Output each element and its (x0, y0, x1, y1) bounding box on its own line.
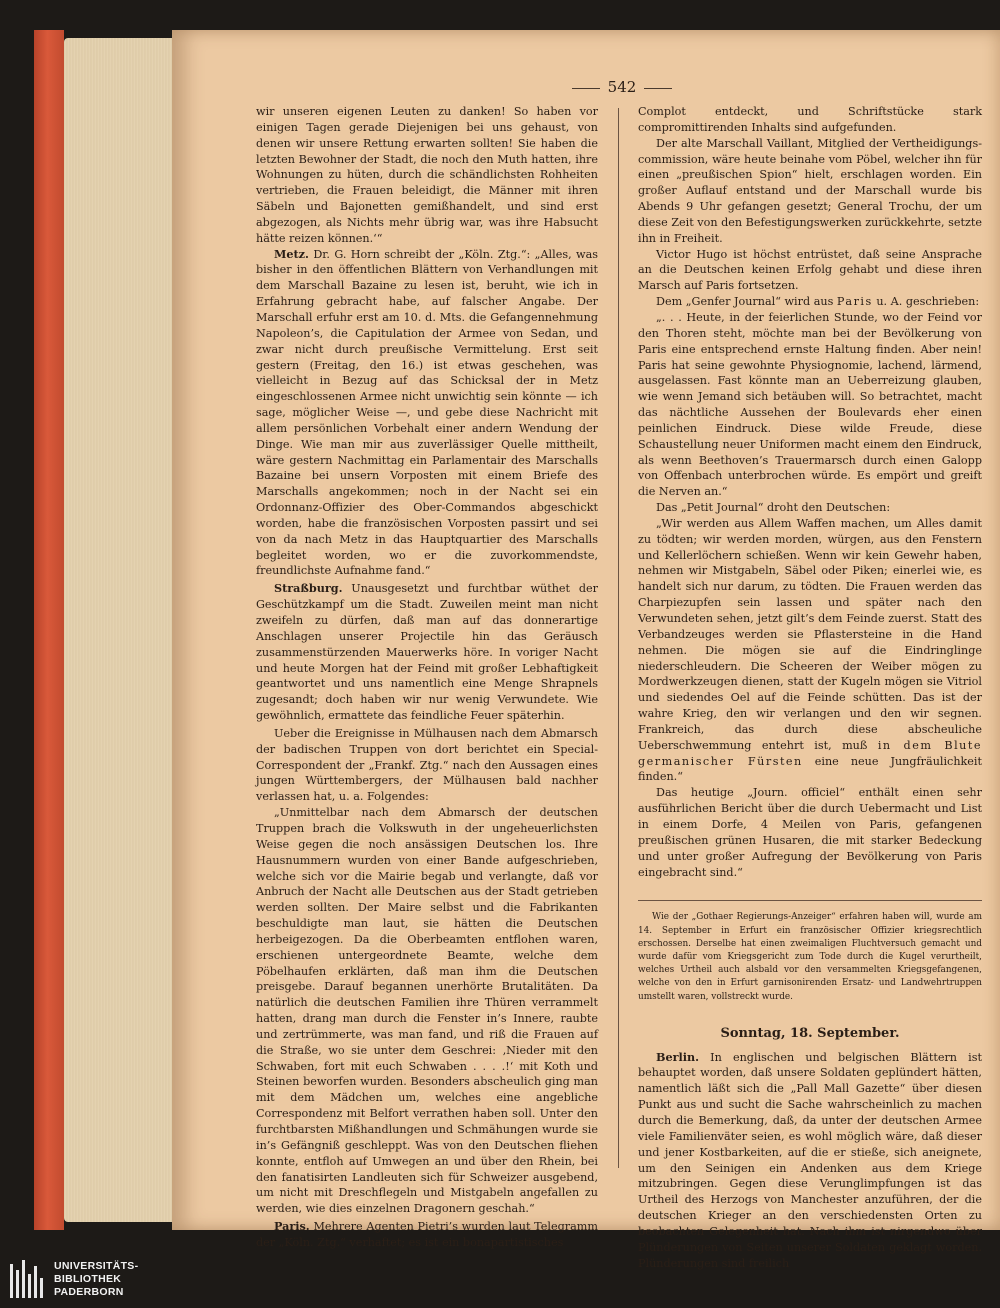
berlin-text: In englischen und belgischen Blättern ist behauptet worden, daß unsere Soldaten geplündert hätten, namentlich läßt sich die „Pall Mall Gazette“ über diesen Punkt aus und sucht die Sache wahrscheinlich zu machen durch die Bemerkung, daß, da unter der deutschen Armee viele Familienväter seien, es wohl möglich wäre, daß dieser und jener Kostbarkeiten, auf die er stieße, sich aneignete, um den Seinigen ein Andenken aus dem Kriege mitzubringen. Gegen diese Verunglimpfungen ist das Urtheil des Herzogs von Manchester anzuführen, der die deutschen Krieger an den verschiedensten Orten zu beobachten Gelegenheit hat. Nach ihm ist nirgendwo über Plünderungen von Seiten unserer Soldaten geklagt worden. Plünderungen sind freilich (638, 1050, 982, 1270)
petit-journal-intro: Das „Petit Journal“ droht den Deutschen: (656, 501, 891, 515)
genfer-post: u. A. geschrieben: (876, 295, 980, 309)
victor-hugo-paragraph: Victor Hugo ist höchst entrüstet, daß seine Ansprache an die Deutschen keinen Erfolg gehabt und diese ihren Marsch auf Paris fortsetzen. (638, 247, 982, 293)
library-logo (8, 1258, 158, 1302)
right-paragraph-1: Complot entdeckt, und Schriftstücke stark compromittirenden Inhalts sind aufgefunden. (638, 105, 982, 134)
date-heading: Sonntag, 18. September. (720, 1025, 900, 1041)
muelhausen-quote: „Unmittelbar nach dem Abmarsch der deutschen Truppen brach die Volkswuth in der ungeheuerlichsten Weise gegen die noch ansässigen Deutschen los. Ihre Hausnummern wurden von einer Bande aufgeschrieben, welche sich vor die Mairie begab und verlangte, daß vor Anbruch der Nacht alle Deutschen aus der Stadt getrieben werden sollten. Der Maire selbst und die Fabrikanten beschuldigte man laut, sie hätten die Deutschen herbeigezogen. Da die Oberbeamten entflohen waren, erschienen untergeordnete Beamte, welche dem Pöbelhaufen erklärten, daß man ihm die Deutschen preisgebe. Darauf begannen unerhörte Brutalitäten. Da natürlich die deutschen Familien ihre Thüren verrammelt hatten, drang man durch die Fenster in’s Innere, raubte und zertrümmerte, was man fand, und riß die Frauen auf die Straße, wo sie unter dem Geschrei: ‚Nieder mit den Schwaben, fort mit euch Schwaben . . . .!‘ mit Koth und Steinen beworfen wurden. Besonders abscheulich ging man mit dem Mädchen um, welches eine angebliche Correspondenz mit Belfort verrathen haben soll. Unter den furchtbarsten Mißhandlungen und Schmähungen wurde sie in’s Gefängniß geschleppt. Was von den Deutschen fliehen konnte, entfloh auf Umwegen an und über den Rhein, bei den fanatisirten Landleuten sich für Schweizer ausgebend, um nicht mit Dreschflegeln und Mistgabeln angefallen zu werden, wie dies einzelnen Dragonern geschah.“ (256, 806, 598, 1216)
muelhausen-intro: Ueber die Ereignisse in Mülhausen nach dem Abmarsch der badischen Truppen von dort berichtet ein Special-Correspondent der „Frankf. Ztg.“ nach den Aussagen eines jungen Württembergers, der Mülhausen bald nachher verlassen hat, u. a. Folgendes: (256, 726, 598, 804)
paris-report (256, 1219, 598, 1251)
berlin-report (638, 1050, 982, 1272)
column-divider (618, 108, 619, 1168)
left-paragraph-1: wir unseren eigenen Leuten zu danken! So haben vor einigen Tagen gerade Diejenigen bei uns gehaust, von denen wir unsere Rettung erwarten sollten! Sie haben die letzten Bewohner der Stadt, die noch den Muth hatten, ihre Wohnungen zu hüten, durch die schändlichsten Rohheiten vertrieben, die Frauen beleidigt, die Männer mit ihren Säbeln und Bajonetten gemißhandelt, und sind erst abgezogen, als Nichts mehr übrig war, was ihre Habsucht hätte reizen können.‘“ (256, 105, 598, 245)
place-strassburg: Straßburg. (274, 581, 343, 596)
page-542 (172, 30, 1000, 1270)
library-logo-icon (8, 1260, 50, 1300)
place-paris: Paris. (274, 1219, 310, 1234)
metz-text: Dr. G. Horn schreibt der „Köln. Ztg.“: „Alles, was bisher in den öffentlichen Blättern von Verhandlungen mit dem Marschall Bazaine zu lesen ist, beruht, wie ich in Erfahrung gebracht habe, auf falscher Angabe. Der Marschall erfuhr erst am 10. d. Mts. die Gefangennehmung Napoleon’s, die Capitulation der Armee von Sedan, und zwar nicht durch preußische Vermittelung. Erst seit gestern (Freitag, den 16.) ist etwas geschehen, was vielleicht in Bezug auf das Schicksal der in Metz eingeschlossenen Armee nicht unwichtig sein könnte — ich sage, möglicher Weise —, und gebe diese Nachricht mit allem persönlichen Vorbehalt einer andern Wendung der Dinge. Wie man mir aus zuverlässiger Quelle mittheilt, wäre gestern Nachmittag ein Parlamentair des Marschalls Bazaine bei unsern Vorposten mit einem Briefe des Marschalls angekommen; noch in der Nacht sei ein Ordonnanz-Offizier des Ober-Commandos abgeschickt worden, habe die französischen Vorposten passirt und sei von da nach Metz in das Hauptquartier des Marschalls begleitet worden, wo er die zuvorkommendste, freundlichste Aufnahme fand.“ (256, 247, 598, 578)
petit-journal-quote (638, 516, 982, 785)
place-metz: Metz. (274, 246, 309, 261)
genfer-journal-intro (638, 294, 982, 310)
footnote (638, 900, 982, 1003)
strassburg-report (256, 581, 598, 724)
paris-text: Mehrere Agenten Pietri’s wurden laut Telegramm der „Köln. Ztg.“ verhaftet; es ist ein bonapartistisches (256, 1220, 598, 1249)
petit-quote-spaced: in dem Blute germanischer Fürsten (638, 738, 982, 768)
left-column (256, 104, 598, 1251)
place-berlin: Berlin. (656, 1049, 699, 1064)
book-cover-edge (34, 30, 64, 1230)
logo-line-3: PADERBORN (54, 1286, 124, 1298)
vaillant-paragraph: Der alte Marschall Vaillant, Mitglied der Vertheidigungs-commission, wäre heute beinahe vom Pöbel, welcher ihn für einen „preußischen Spion“ hielt, erschlagen worden. Ein großer Auflauf entstand und der Marschall wurde bis Abends 9 Uhr gefangen gesetzt; General Trochu, der um diese Zeit von den Befestigungswerken zurückkehrte, setzte ihn in Freiheit. (638, 136, 983, 245)
library-logo-text (54, 1260, 138, 1299)
petit-quote-main: „Wir werden aus Allem Waffen machen, um Alles damit zu tödten; wir werden morden, würgen, aus den Fenstern und Kellerlöchern schießen. Wenn wir kein Gewehr haben, nehmen wir Mistgabeln, Säbel oder Piken; einerlei wie, es handelt sich nur darum, zu tödten. Die Frauen werden das Charpiezupfen sein lassen und später nach den Verwundeten sehen, jetzt gilt’s dem Feinde zuerst. Statt des Verbandzeuges werden sie Pflastersteine in die Hand nehmen. Die mögen sie auf die Eindringlinge niederschleudern. Die Scheeren der Weiber mögen zu Mordwerkzeugen dienen, statt der Kugeln mögen sie Vitriol und siedendes Oel auf die Feinde schütten. Das ist der wahre Krieg, den wir verlangen und den wir segnen. Frankreich, das durch diese abscheuliche Ueberschwemmung entehrt ist, muß (638, 516, 982, 752)
logo-line-2: BIBLIOTHEK (54, 1273, 122, 1285)
page-edges (64, 38, 174, 1222)
genfer-journal-quote: „. . . Heute, in der feierlichen Stunde, wo der Feind vor den Thoren steht, möchte man bei der Bevölkerung von Paris eine entsprechend ernste Haltung finden. Aber nein! Paris hat seine gewohnte Physiognomie, lachend, lärmend, ausgelassen. Fast könnte man an Ueberreizung glauben, wie wenn Jemand sich betäuben will. So betrachtet, macht das nächtliche Aussehen der Boulevards eher einen peinlichen Eindruck. Diese wilde Freude, diese Schaustellung neuer Uniformen macht einem den Eindruck, als wenn Beethoven’s Trauermarsch durch einen Galopp von Offenbach unterbrochen würde. Es empört und greift die Nerven an.“ (638, 310, 982, 499)
metz-report (256, 247, 598, 580)
genfer-place: Paris (836, 295, 873, 309)
page-number: 542 (552, 78, 692, 96)
genfer-pre: Dem „Genfer Journal“ wird aus (656, 295, 834, 309)
logo-line-1: UNIVERSITÄTS- (54, 1260, 139, 1272)
petit-quote-end: eine neue Jungfräulichkeit finden.“ (638, 754, 982, 784)
footnote-text: Wie der „Gothaer Regierungs-Anzeiger“ erfahren haben will, wurde am 14. September in Erfurt ein französischer Offizier kriegsrechtlich erschossen. Derselbe hat einen zweimaligen Fluchtversuch gemacht und wurde dafür vom Kriegsgericht zum Tode durch die Kugel verurtheilt, welches Urtheil auch alsbald vor den versammelten Kriegsgefangenen, welche von den in Erfurt garnisonirenden Ersatz- und Landwehrtruppen umstellt waren, vollstreckt wurde. (638, 912, 982, 1002)
journ-officiel-paragraph: Das heutige „Journ. officiel“ enthält einen sehr ausführlichen Bericht über die durch Uebermacht und List in einem Dorfe, 4 Meilen von Paris, gefangenen preußischen grünen Husaren, die mit starker Bedeckung und unter großer Aufregung der Bevölkerung von Paris eingebracht sind.“ (638, 786, 982, 879)
right-column (638, 104, 982, 1271)
strassburg-text: Unausgesetzt und furchtbar wüthet der Geschützkampf um die Stadt. Zuweilen meint man nicht zweifeln zu dürfen, daß man auf das donnerartige Anschlagen unserer Projectile hin das Geräusch zusammenstürzenden Mauerwerks höre. In voriger Nacht und heute Morgen hat der Feind mit großer Lebhaftigkeit geantwortet und uns namentlich eine Menge Shrapnels zugesandt; doch haben wir nur wenig Verwundete. Wie gewöhnlich, ermattete das feindliche Feuer späterhin. (256, 582, 598, 723)
